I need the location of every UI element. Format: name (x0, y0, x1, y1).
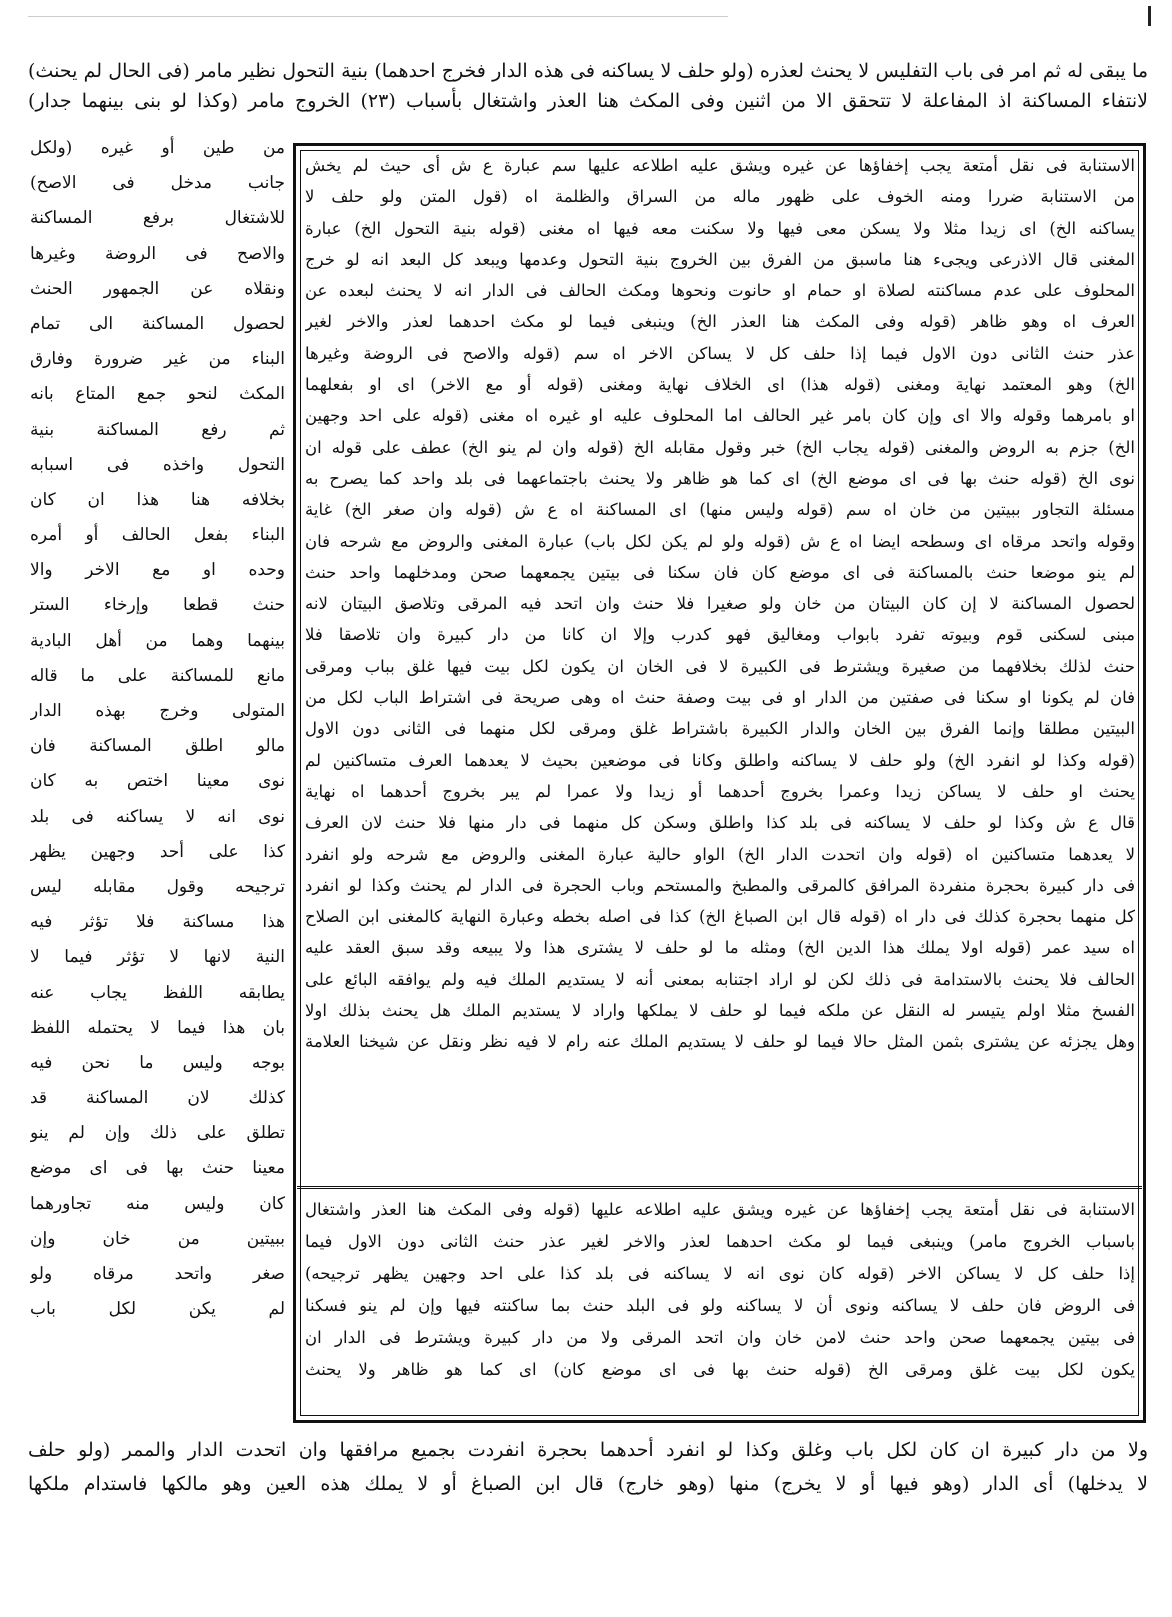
commentary-line: الحالف فلا يحنث بالاستدامة فى ذلك لكن لو اراد اجتنابه بمعنى أنه لا يستديم الملك فيه ولم يوافقه البائع على (305, 969, 1135, 989)
side-text-line: هذا مساكنة فلا تؤثر فيه (30, 912, 285, 933)
side-text-line: ببيتين من خان وإن (30, 1228, 285, 1249)
side-text-line: تطلق على ذلك وإن لم ينو (30, 1123, 285, 1144)
side-text-line: بخلافه هنا هذا ان كان (30, 489, 285, 510)
side-text-line: يطابقه اللفظ يجاب عنه (30, 982, 285, 1003)
main-text-side-column (30, 131, 285, 1327)
commentary-line: الخ) وهو المعتمد نهاية ومغنى (قوله هذا) اى الخلاف نهاية ومغنى (قوله أو مع الاخر) اى او بفعلهما (305, 375, 1135, 395)
commentary-line: يكون لكل بيت غلق ومرقى الخ (قوله حنث بها فى اى موضع كان) اى كما هو ظاهر ولا يحنث (305, 1360, 1135, 1379)
scan-edge-line (28, 16, 728, 17)
side-text-line: بوجه وليس ما نحن فيه (30, 1052, 285, 1073)
side-text-line: نوى انه لا يساكنه فى بلد (30, 806, 285, 827)
commentary-line: إذا حلف كل لا يساكن الاخر (قوله كان نوى انه لا يساكنه فى بلد كذا على احد وجهين يظهر ترجيحه) (305, 1264, 1135, 1283)
commentary-line: فى الروض فان حلف لا يساكنه ونوى أن لا يساكنه ولو فى البلد حنث بما ساكنته فيها وإن لم ينو فسكنا (305, 1296, 1135, 1315)
commentary-line: وهل يجزئه عن يشترى بثمن المثل حالا فيما لو حلف لا يستديم الملك عنه رام لا فيه نظر ونقل عن شيخنا العلامة (305, 1032, 1135, 1052)
main-text-line: ما يبقى له ثم امر فى باب التفليس لا يحنث لعذره (ولو حلف لا يساكنه فى هذه الدار فخرج احدهما) بنية التحول نظير مامر (فى الحال لم يحنث) (28, 60, 1148, 82)
commentary-line: (قوله وكذا لو انفرد الخ) ولو حلف لا يساكنه واطلق وكانا فى موضعين بحيث لا يعدهما العرف متساكنين لم (305, 750, 1135, 770)
commentary-line: باسباب الخروج مامر) وينبغى فيما لو مكث احدهما لعذر والاخر لغير عذر حنث الثانى دون الاول فيما (305, 1232, 1135, 1251)
side-text-line: المكث لنحو جمع المتاع بانه (30, 384, 285, 405)
commentary-line: مبنى لسكنى قوم وبيوته تفرد بابواب ومغاليق فهو كدرب وإلا ان كانا من دار كبيرة وان تلاصقا فلا (305, 625, 1135, 645)
commentary-line: فى دار كبيرة بحجرة منفردة المرافق كالمرقى والمطبخ والمستحم وباب الحجرة فى الدار لم يحنث وكذا لو انفرد (305, 875, 1135, 895)
side-text-line: وحده او مع الاخر والا (30, 560, 285, 581)
commentary-line: الخ) جزم به الروض والمغنى (قوله يجاب الخ) خبر وقول مقابله الخ (قوله وان لم ينو الخ) عطف على قوله ان (305, 437, 1135, 457)
commentary-line: كل منهما بحجرة كذلك فى دار اه (قوله قال ابن الصباغ الخ) كذا فى اصله بخطه وعبارة النهاية كالمغنى ابن الصلاح (305, 907, 1135, 927)
side-text-line: جانب مدخل فى الاصح) (30, 173, 285, 194)
commentary-line: يساكنه الخ) اى زيدا مثلا ولا يسكن معى فيها ولا سكنت معه فيها اه مغنى (قوله بنية التحول الخ) عبارة (305, 218, 1135, 238)
commentary-line: حنث لذلك بخلافهما من صغيرة ويشترط فى الكبيرة لا فى الخان ان يكون لكل بيت فيها غلق بباب ومرقى (305, 656, 1135, 676)
side-text-line: بان هذا فيما لا يحتمله اللفظ (30, 1017, 285, 1038)
commentary-line: يحنث او حلف لا يساكن زيدا وعمرا بخروج أحدهما أو زيدا ولا عمرا لم يبر بخروج أحدهما اه نهاية (305, 781, 1135, 801)
commentary-line: الاستنابة فى نقل أمتعة يجب إخفاؤها عن غيره ويشق عليه اطلاعه عليها سم عبارة ع ش أى حيث لم يخش (305, 156, 1135, 175)
commentary-line: او بامرهما وقوله والا اى وإن كان بامر غير الحالف اما المحلوف عليه او غيره اه مغنى (قوله على احد وجهين (305, 406, 1135, 426)
side-text-line: ترجيحه وقول مقابله ليس (30, 876, 285, 897)
main-text-line: لا يدخلها) أى الدار (وهو فيها أو لا يخرج) منها (وهو خارج) قال ابن الصباغ أو لا يملك هذه العين وهو مالكها فاستدام ملكها (28, 1473, 1148, 1495)
side-text-line: ثم رفع المساكنة بنية (30, 419, 285, 440)
commentary-line: لم ينو موضعا حنث بالمساكنة فى اى موضع كان فان سكنا فى بيتين يجمعهما صحن ومدخلهما واحد حنث (305, 562, 1135, 582)
commentary-line: المحلوف على عدم مساكنته لصلاة او حمام او حانوت ونحوها ومكث الحالف فى الدار انه لا يحنث لبعده عن (305, 281, 1135, 301)
commentary-line: اه سيد عمر (قوله اولا يملك هذا الدين الخ) ومثله ما لو حلف لا يشترى هذا ولا يبيعه وقد سبق العقد عليه (305, 938, 1135, 958)
side-text-line: للاشتغال برفع المساكنة (30, 208, 285, 229)
commentary-line: لا يعدهما متساكنين اه (قوله وان اتحدت الدار الخ) الواو حالية عبارة المغنى والروض مع شرحه ولو انفرد (305, 844, 1135, 864)
commentary-line: عذر حنث الثانى دون الاول فيما إذا حلف كل لا يساكن الاخر اه سم (قوله والاصح فى الروضة وغيرها (305, 343, 1135, 363)
side-text-line: نوى معينا اختص به كان (30, 771, 285, 792)
commentary-line: الاستنابة فى نقل أمتعة يجب إخفاؤها عن غيره ويشق عليه اطلاعه عليها (قوله وفى المكث هنا العذر واشتغال (305, 1200, 1135, 1219)
side-text-line: صغر واتحد مرقاه ولو (30, 1264, 285, 1284)
side-text-line: كان وليس منه تجاورهما (30, 1193, 285, 1214)
side-text-line: البناء بفعل الحالف أو أمره (30, 525, 285, 546)
commentary-line: قال ع ش وكذا لو حلف لا يساكنه فى بلد كذا واطلق وسكن كل منهما فى دار منها فلا حنث لان العرف (305, 813, 1135, 833)
side-text-line: كذا على أحد وجهين يظهر (30, 841, 285, 862)
commentary-line: البيتين مطلقا وإنما الفرق بين الخان والدار الكبيرة باشتراط غلق ومرقى لكل منهما فى الثانى دون الاول (305, 719, 1135, 739)
commentary-divider (297, 1186, 1142, 1189)
commentary-block-secondary (305, 1194, 1135, 1386)
side-text-line: التحول واخذه فى اسبابه (30, 454, 285, 475)
side-text-line: المتولى وخرج بهذه الدار (30, 701, 285, 721)
commentary-line: نوى الخ (قوله حنث بها فى اى موضع الخ) اى كما هو ظاهر ولا يحنث باجتماعهما فى بلد واحد كما يصرح به (305, 468, 1135, 488)
side-text-line: معينا حنث بها فى اى موضع (30, 1158, 285, 1179)
side-text-line: والاصح فى الروضة وغيرها (30, 243, 285, 264)
commentary-line: مسئلة التجاور ببيتين من خان اه سم (قوله وليس منها) اى المساكنة اه ع ش (قوله وان صغر الخ) غاية (305, 500, 1135, 520)
commentary-line: وقوله واتحد مرقاه اى وسطحه ايضا اه ع ش (قوله ولو لم يكن لكل باب) عبارة المغنى والروض مع شرحه فان (305, 531, 1135, 551)
side-text-line: النية لانها لا تؤثر فيما لا (30, 947, 285, 968)
main-text-bottom (28, 1433, 1148, 1501)
corner-tick-mark (1148, 6, 1151, 26)
commentary-line: فى بيتين يجمعهما صحن واحد حنث لامن خان وان اتحد المرقى ولا من دار كبيرة ويشترط فى الدار ان (305, 1328, 1135, 1347)
commentary-line: من الاستنابة ضررا ومنه الخوف على ظهور ماله من السراق والظلمة اه (قول المتن ولو حلف لا (305, 187, 1135, 207)
commentary-block-primary (305, 150, 1135, 1058)
side-text-line: مانع للمساكنة على ما قاله (30, 665, 285, 686)
commentary-line: العرف اه وهو ظاهر (قوله وفى المكث هنا العذر الخ) وينبغى فيما لو مكث احدهما لعذر والاخر لغير (305, 312, 1135, 332)
commentary-line: لحصول المساكنة لا إن كان البيتان من خان ولو صغيرا فلا حنث وان اتحد فيه المرقى وتلاصق البيتان لانه (305, 594, 1135, 614)
commentary-line: المغنى قال الاذرعى ويجىء هنا ماسبق من الفرق بين الخروج بنية التحول وعدمها ويبعد كل البعد انه لو خرج (305, 249, 1135, 269)
side-text-line: حنث قطعا وإرخاء الستر (30, 595, 285, 616)
side-text-line: لحصول المساكنة الى تمام (30, 313, 285, 334)
side-text-line: مالو اطلق المساكنة فان (30, 736, 285, 757)
main-text-top (28, 56, 1148, 116)
commentary-line: الفسخ مثلا اولم يتيسر له النقل عن ملكه فيما لو حلف لا يملكها واراد لا يستديم الملك هل يحنث بذلك اولا (305, 1001, 1135, 1021)
side-text-line: بينهما وهما من أهل البادية (30, 630, 285, 651)
side-text-line: لم يكن لكل باب (30, 1299, 285, 1320)
side-text-line: البناء من غير ضرورة وفارق (30, 349, 285, 370)
side-text-line: من طين أو غيره (ولكل (30, 138, 285, 158)
commentary-line: فان لم يكونا او سكنا فى صفتين من الدار او فى بيت وصفة حنث اه وهى صريحة فى اشتراط الباب لكل من (305, 688, 1135, 708)
side-text-line: كذلك لان المساكنة قد (30, 1088, 285, 1109)
main-text-line: لانتفاء المساكنة اذ المفاعلة لا تتحقق الا من اثنين وفى المكث هنا العذر واشتغال بأسباب (٢٣) الخروج مامر (وكذا لو بنى بينهما جدار) (28, 90, 1148, 112)
main-text-line: ولا من دار كبيرة ان كان لكل باب وغلق وكذا لو انفرد أحدهما بحجرة انفردت بجميع مرافقها وان اتحدت الدار والممر (ولو حلف (28, 1439, 1148, 1461)
side-text-line: ونقلاه عن الجمهور الحنث (30, 278, 285, 299)
